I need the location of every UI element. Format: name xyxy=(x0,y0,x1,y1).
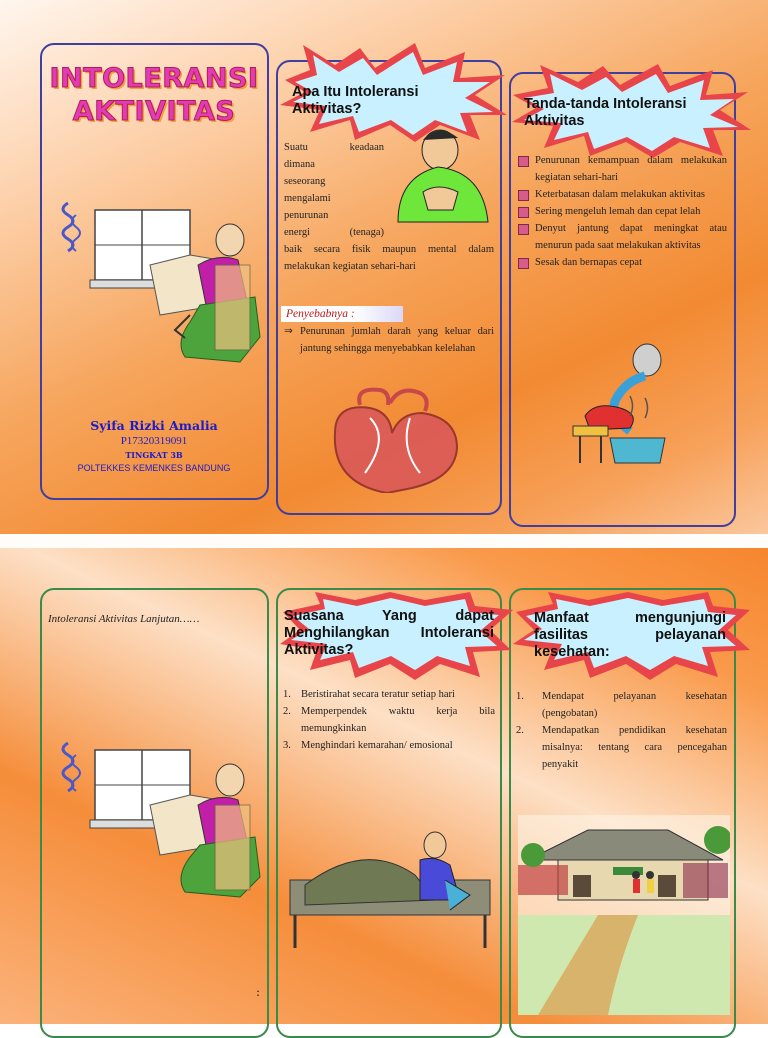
definition-short-lines xyxy=(284,139,384,241)
author-id: P17320319091 xyxy=(120,435,188,447)
list-item: 2. Mendapatkan pendidikan kesehatan misalnya: tentang cara pencegahan penyakit xyxy=(516,725,727,770)
definition-heading: Apa Itu Intoleransi Aktivitas? xyxy=(292,84,419,117)
definition-line: dimana xyxy=(284,159,315,170)
definition-line: energi (tenaga) xyxy=(284,227,384,238)
cover-title-line2: AKTIVITAS xyxy=(72,96,236,127)
bullet-icon xyxy=(518,156,529,167)
definition-line: Suatu keadaan xyxy=(284,142,384,153)
bullet-icon xyxy=(518,207,529,218)
heart-illustration xyxy=(320,383,470,493)
tired-man-window-illustration xyxy=(50,735,265,900)
bullet-icon xyxy=(518,190,529,201)
author-school: POLTEKKES KEMENKES BANDUNG xyxy=(77,463,231,473)
worried-man-illustration xyxy=(393,122,493,232)
list-item: 1. Beristirahat secara teratur setiap hari xyxy=(283,689,455,700)
relief-list xyxy=(283,686,495,754)
sick-person-footbath-illustration xyxy=(565,338,675,473)
definition-line: seseorang xyxy=(284,176,326,187)
list-item: 3. Menghindari kemarahan/ emosional xyxy=(283,740,453,751)
signs-heading: Tanda-tanda Intoleransi Aktivitas xyxy=(524,96,687,129)
list-item: Denyut jantung dapat meningkat atau menurun pada saat melakukan aktivitas xyxy=(517,220,727,254)
list-item: Penurunan kemampuan dalam melakukan kegiatan sehari-hari xyxy=(517,152,727,186)
relief-heading: Suasana Yang dapat Menghilangkan Intoleransi Aktivitas? xyxy=(284,608,494,658)
list-item: 2. Memperpendek waktu kerja bila memungkinkan xyxy=(283,706,495,734)
arrow-icon: ⇒ xyxy=(284,326,293,337)
list-item: Sesak dan bernapas cepat xyxy=(517,254,727,271)
bullet-icon xyxy=(518,258,529,269)
definition-line: penurunan xyxy=(284,210,329,221)
cause-text: Penurunan jumlah darah yang keluar dari jantung sehingga menyebabkan kelelahan xyxy=(300,326,494,354)
list-item: 1. Mendapat pelayanan kesehatan (pengobatan) xyxy=(516,691,727,719)
continuation-dots: : xyxy=(256,985,261,999)
cover-title-line1: INTOLERANSI xyxy=(49,63,259,94)
tired-man-window-illustration xyxy=(50,195,265,365)
author-name: Syifa Rizki Amalia xyxy=(90,418,218,433)
cause-label: Penyebabnya : xyxy=(281,306,403,322)
definition-rest: baik secara fisik maupun mental dalam melakukan kegiatan sehari-hari xyxy=(284,244,494,272)
list-item: Sering mengeluh lemah dan cepat lelah xyxy=(517,203,727,220)
sheet-separator xyxy=(0,534,768,548)
health-center-illustration xyxy=(518,815,730,1015)
definition-line: mengalami xyxy=(284,193,331,204)
author-grade: TINGKAT 3B xyxy=(125,450,183,460)
benefits-heading: Manfaat mengunjungi fasilitas pelayanan kesehatan: xyxy=(534,610,726,660)
list-item: Keterbatasan dalam melakukan aktivitas xyxy=(517,186,727,203)
benefits-list xyxy=(516,688,727,773)
cover-title xyxy=(44,62,264,128)
cause-item xyxy=(284,323,494,357)
patient-resting-illustration xyxy=(285,830,495,950)
signs-list xyxy=(517,152,727,271)
bullet-icon xyxy=(518,224,529,235)
continuation-label: Intoleransi Aktivitas Lanjutan…… xyxy=(48,613,200,625)
